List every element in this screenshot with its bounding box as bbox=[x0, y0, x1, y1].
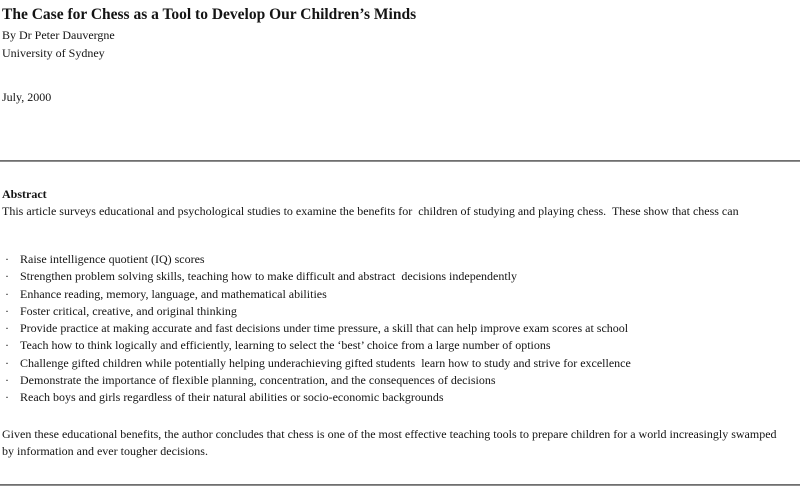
conclusion-paragraph: Given these educational benefits, the author concludes that chess is one of the most effective teaching tools to prepare children for a world increasingly swamped by information and ever tougher decisions. bbox=[2, 426, 780, 458]
bullet-marker: · bbox=[5, 373, 9, 388]
date-line: July, 2000 bbox=[2, 90, 52, 104]
bullet-text: Enhance reading, memory, language, and mathematical abilities bbox=[20, 286, 327, 301]
bullet-text: Demonstrate the importance of flexible planning, concentration, and the consequences of decisions bbox=[20, 373, 496, 388]
abstract-intro: This article surveys educational and psychological studies to examine the benefits for children of studying and playing chess. These show that chess can bbox=[2, 204, 739, 218]
bullet-marker: · bbox=[5, 390, 9, 405]
byline: By Dr Peter Dauvergne bbox=[2, 28, 115, 42]
bullet-text: Strengthen problem solving skills, teaching how to make difficult and abstract decisions independently bbox=[20, 269, 518, 284]
bullet-text: Raise intelligence quotient (IQ) scores bbox=[20, 252, 205, 266]
bullet-item bbox=[2, 389, 792, 406]
bullet-marker: · bbox=[5, 338, 9, 353]
bullet-marker: · bbox=[5, 286, 9, 301]
bullet-item bbox=[2, 337, 792, 354]
bullet-item bbox=[2, 303, 792, 320]
bullet-item bbox=[2, 286, 792, 303]
bullet-marker: · bbox=[5, 303, 9, 318]
bullet-text: Teach how to think logically and efficiently, learning to select the ‘best’ choice from a large number of options bbox=[20, 338, 551, 353]
abstract-heading: Abstract bbox=[2, 187, 47, 201]
page-title: The Case for Chess as a Tool to Develop Our Children’s Minds bbox=[2, 6, 417, 23]
affiliation: University of Sydney bbox=[2, 46, 105, 60]
bullet-marker: · bbox=[5, 269, 9, 284]
bullet-text: Provide practice at making accurate and fast decisions under time pressure, a skill that can help improve exam scores at school bbox=[20, 321, 629, 336]
bullet-text: Foster critical, creative, and original thinking bbox=[20, 303, 237, 318]
bottom-rule bbox=[0, 484, 800, 486]
top-rule bbox=[0, 160, 800, 162]
bullet-item bbox=[2, 355, 792, 372]
bullet-text: Reach boys and girls regardless of their natural abilities or socio-economic backgrounds bbox=[20, 390, 444, 405]
bullet-list bbox=[2, 251, 792, 407]
bullet-marker: · bbox=[5, 355, 9, 370]
bullet-marker: · bbox=[5, 252, 9, 266]
bullet-item bbox=[2, 372, 792, 389]
bullet-text: Challenge gifted children while potentially helping underachieving gifted students learn how to study and strive for excellence bbox=[20, 355, 631, 370]
bullet-item bbox=[2, 268, 792, 285]
bullet-item bbox=[2, 320, 792, 337]
bullet-item bbox=[2, 251, 792, 268]
bullet-marker: · bbox=[5, 321, 9, 336]
